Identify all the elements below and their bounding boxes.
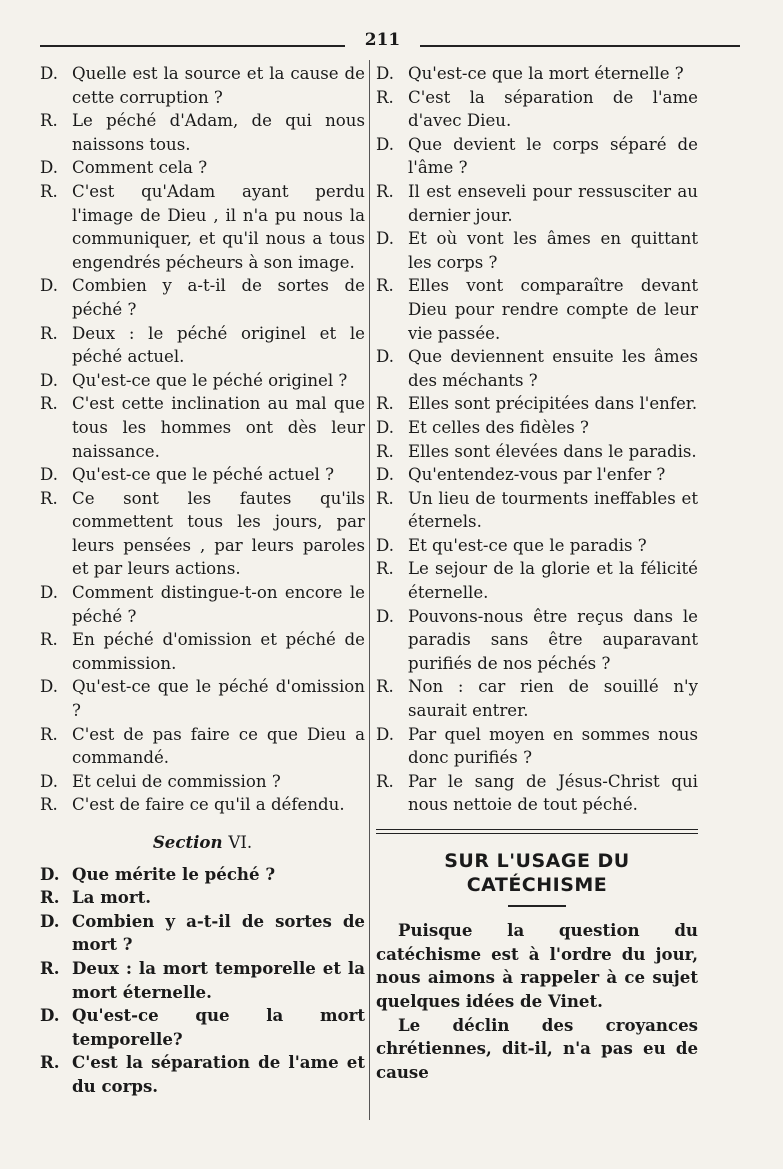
entry-marker: R. — [376, 771, 394, 791]
section-heading — [40, 831, 365, 855]
entry-text: Elles vont comparaître devant Dieu pour rendre compte de leur vie passée. — [408, 276, 698, 343]
column-divider — [369, 60, 370, 1120]
entry-marker: R. — [376, 181, 394, 201]
question-entry — [40, 910, 365, 957]
answer-entry — [376, 86, 698, 133]
entry-text: Et où vont les âmes en quittant les corps ? — [408, 229, 698, 272]
question-entry — [40, 463, 365, 487]
catechism-list-left — [40, 62, 365, 817]
entry-text: Par quel moyen en sommes nous donc purifiés ? — [408, 724, 698, 768]
entry-marker: D. — [376, 724, 394, 744]
answer-entry — [40, 793, 365, 817]
question-entry — [40, 274, 365, 321]
entry-text: Et celles des fidèles ? — [408, 417, 589, 437]
entry-marker: R. — [40, 488, 58, 508]
question-entry — [376, 62, 698, 86]
section-number: VI. — [228, 833, 253, 852]
entry-marker: R. — [376, 488, 394, 508]
entry-text: Il est enseveli pour ressusciter au dernier jour. — [408, 181, 698, 225]
entry-marker: R. — [40, 630, 58, 650]
page-header — [40, 30, 740, 60]
entry-text: Que mérite le péché ? — [72, 863, 276, 884]
entry-text: Qu'est-ce que la mort éternelle ? — [408, 64, 684, 83]
entry-text: Combien y a-t-il de sortes de péché ? — [72, 276, 365, 319]
entry-text: C'est de pas faire ce que Dieu a commandé. — [72, 724, 365, 768]
entry-text: Comment distingue-t-on encore le péché ? — [72, 583, 365, 626]
entry-text: Qu'est-ce que le péché d'omission ? — [72, 677, 365, 721]
entry-marker: D. — [376, 229, 394, 249]
entry-marker: R. — [40, 1052, 60, 1073]
entry-marker: D. — [376, 134, 394, 154]
answer-entry — [376, 770, 698, 817]
answer-entry — [40, 392, 365, 463]
entry-text: La mort. — [72, 887, 152, 908]
entry-text: Qu'est-ce que la mort temporelle? — [72, 1005, 365, 1049]
entry-marker: R. — [376, 87, 394, 107]
question-entry — [40, 863, 365, 887]
entry-marker: R. — [376, 559, 394, 579]
entry-text: Et celui de commission ? — [72, 771, 281, 791]
answer-entry — [40, 1051, 365, 1098]
entry-text: Que deviennent ensuite les âmes des méchants ? — [408, 347, 698, 390]
answer-entry — [376, 557, 698, 604]
entry-text: C'est la séparation de l'ame et du corps. — [72, 1052, 365, 1096]
header-rule-right — [420, 45, 740, 47]
article-paragraph: Le déclin des croyances chrétiennes, dit-il, n'a pas eu de cause — [376, 1014, 698, 1082]
question-entry — [376, 723, 698, 770]
entry-text: Pouvons-nous être reçus dans le paradis sans être auparavant purifiés de nos péchés ? — [408, 606, 698, 673]
entry-text: Combien y a-t-il de sortes de mort ? — [72, 910, 365, 955]
entry-text: Non : car rien de souillé n'y saurait entrer. — [408, 677, 698, 721]
question-entry — [40, 1004, 365, 1051]
entry-marker: R. — [40, 111, 58, 131]
answer-entry — [376, 274, 698, 345]
title-underline — [508, 905, 566, 907]
entry-text: Elles sont élevées dans le paradis. — [408, 441, 697, 461]
entry-marker: D. — [40, 910, 60, 931]
entry-text: Par le sang de Jésus-Christ qui nous nettoie de tout péché. — [408, 771, 698, 815]
answer-entry — [40, 628, 365, 675]
question-entry — [40, 581, 365, 628]
answer-entry — [40, 886, 365, 910]
question-entry — [40, 369, 365, 393]
question-entry — [376, 416, 698, 440]
page-number: 211 — [364, 30, 401, 50]
entry-text: Et qu'est-ce que le paradis ? — [408, 535, 647, 555]
entry-marker: R. — [40, 887, 60, 908]
entry-text: C'est cette inclination au mal que tous les hommes ont dès leur naissance. — [72, 394, 365, 461]
answer-entry — [40, 957, 365, 1004]
entry-marker: D. — [40, 677, 58, 697]
entry-text: Quelle est la source et la cause de cette corruption ? — [72, 64, 365, 107]
entry-marker: D. — [40, 370, 58, 390]
question-entry — [40, 156, 365, 180]
article-title: SUR L'USAGE DU CATÉCHISME — [444, 850, 630, 896]
entry-text: Un lieu de tourments ineffables et éternels. — [408, 488, 698, 532]
entry-text: Qu'est-ce que le péché originel ? — [72, 370, 348, 390]
article-paragraph: Puisque la question du catéchisme est à l'ordre du jour, nous aimons à rappeler à ce sujet quelques idées de Vinet. — [376, 920, 698, 1011]
entry-text: C'est la séparation de l'ame d'avec Dieu. — [408, 87, 698, 131]
header-rule-left — [40, 45, 345, 47]
entry-marker: R. — [40, 323, 58, 343]
entry-marker: D. — [376, 535, 394, 555]
entry-marker: D. — [40, 1005, 60, 1026]
entry-text: Deux : le péché originel et le péché actuel. — [72, 323, 365, 367]
answer-entry — [376, 392, 698, 416]
entry-text: Ce sont les fautes qu'ils commettent tous les jours, par leurs pensées , par leurs paroles et par leurs actions. — [72, 488, 365, 579]
entry-marker: R. — [40, 795, 58, 815]
entry-marker: R. — [40, 181, 58, 201]
question-entry — [376, 227, 698, 274]
answer-entry — [40, 109, 365, 156]
answer-entry — [376, 440, 698, 464]
left-column — [40, 62, 365, 1099]
entry-marker: D. — [376, 465, 394, 485]
article-separator — [376, 829, 698, 834]
entry-marker: R. — [376, 276, 394, 296]
entry-text: C'est de faire ce qu'il a défendu. — [72, 795, 345, 815]
question-entry — [376, 534, 698, 558]
question-entry — [376, 133, 698, 180]
entry-text: Le sejour de la glorie et la félicité éternelle. — [408, 559, 698, 603]
question-entry — [376, 345, 698, 392]
question-entry — [40, 62, 365, 109]
question-entry — [376, 463, 698, 487]
entry-text: Qu'est-ce que le péché actuel ? — [72, 465, 335, 485]
entry-text: Comment cela ? — [72, 158, 208, 178]
entry-marker: D. — [376, 606, 394, 626]
entry-marker: R. — [40, 724, 58, 744]
entry-text: En péché d'omission et péché de commission. — [72, 630, 365, 673]
entry-marker: D. — [40, 276, 58, 296]
entry-text: C'est qu'Adam ayant perdu l'image de Dieu , il n'a pu nous la communiquer, et qu'il nous a tous engendrés pécheurs à son image. — [72, 181, 365, 272]
answer-entry — [376, 487, 698, 534]
catechism-list-section — [40, 863, 365, 1099]
entry-marker: R. — [376, 677, 394, 697]
question-entry — [40, 675, 365, 722]
answer-entry — [40, 180, 365, 274]
entry-marker: D. — [376, 64, 394, 83]
answer-entry — [40, 723, 365, 770]
entry-marker: D. — [40, 863, 60, 884]
entry-marker: D. — [376, 347, 394, 367]
entry-text: Elles sont précipitées dans l'enfer. — [408, 394, 698, 414]
right-column — [376, 62, 698, 1084]
entry-marker: R. — [40, 394, 58, 414]
entry-marker: D. — [40, 465, 58, 485]
entry-marker: R. — [376, 441, 394, 461]
entry-text: Que devient le corps séparé de l'âme ? — [408, 134, 698, 178]
entry-text: Deux : la mort temporelle et la mort éternelle. — [72, 957, 365, 1002]
entry-marker: D. — [40, 583, 58, 603]
question-entry — [376, 605, 698, 676]
entry-text: Le péché d'Adam, de qui nous naissons tous. — [72, 111, 365, 154]
question-entry — [40, 770, 365, 794]
answer-entry — [376, 675, 698, 722]
answer-entry — [40, 322, 365, 369]
entry-marker: R. — [376, 394, 394, 414]
answer-entry — [40, 487, 365, 581]
entry-marker: D. — [376, 417, 394, 437]
entry-text: Qu'entendez-vous par l'enfer ? — [408, 465, 666, 485]
entry-marker: D. — [40, 771, 58, 791]
entry-marker: D. — [40, 64, 58, 83]
catechism-list-right — [376, 62, 698, 817]
answer-entry — [376, 180, 698, 227]
entry-marker: D. — [40, 158, 58, 178]
section-label: Section — [152, 832, 223, 852]
entry-marker: R. — [40, 957, 60, 978]
